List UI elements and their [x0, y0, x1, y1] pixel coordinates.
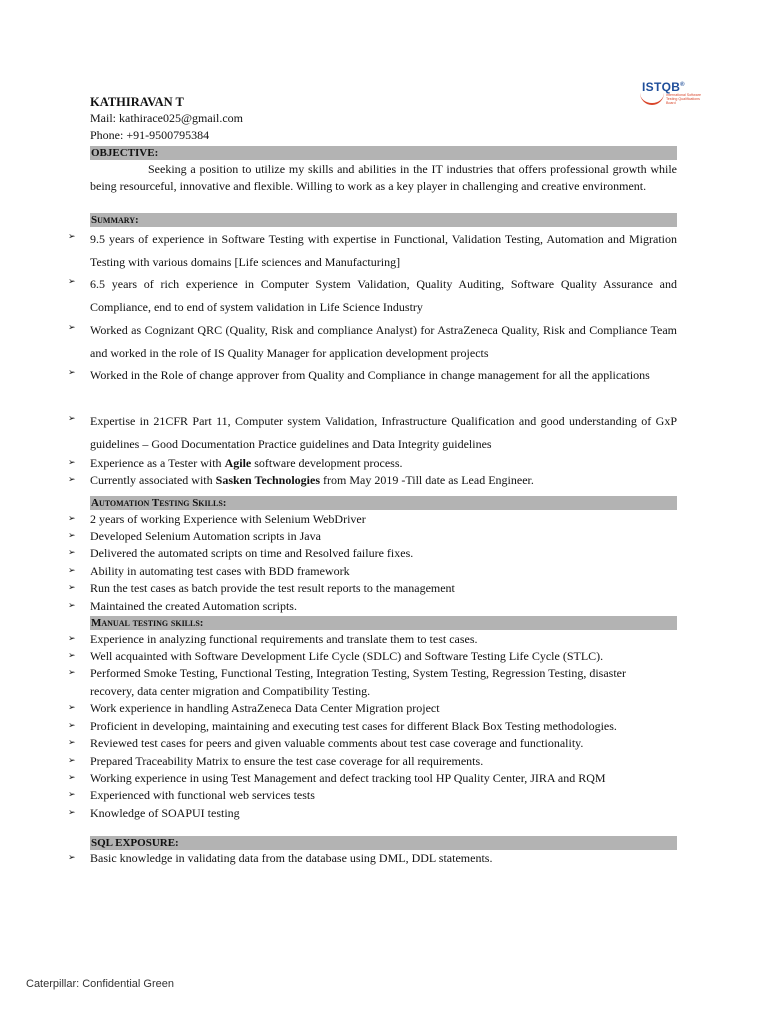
automation-heading: Automation Testing Skills: [90, 496, 677, 510]
arrowhead-bullet-icon: ➢ [68, 773, 76, 783]
arrowhead-bullet-icon: ➢ [68, 548, 76, 558]
arrowhead-bullet-icon: ➢ [68, 475, 76, 485]
arrowhead-bullet-icon: ➢ [68, 232, 76, 242]
arrowhead-bullet-icon: ➢ [68, 531, 76, 541]
manual-item: ➢ Reviewed test cases for peers and given valuable comments about test case coverage and functionality. [68, 735, 677, 753]
arrowhead-bullet-icon: ➢ [68, 738, 76, 748]
phone-line: Phone: +91-9500795384 [90, 128, 210, 142]
arrowhead-bullet-icon: ➢ [68, 668, 76, 678]
arrowhead-bullet-icon: ➢ [68, 414, 76, 424]
arrowhead-bullet-icon: ➢ [68, 634, 76, 644]
automation-item: ➢ Developed Selenium Automation scripts in Java [68, 528, 677, 546]
sql-heading: SQL EXPOSURE: [90, 836, 677, 850]
summary-item: ➢ 6.5 years of rich experience in Computer System Validation, Quality Auditing, Software Quality Assurance and Compliance, end to end of system validation in Life Science Industry [68, 273, 677, 319]
objective-heading: OBJECTIVE: [90, 146, 677, 160]
arrowhead-bullet-icon: ➢ [68, 703, 76, 713]
email-line: Mail: kathirace025@gmail.com [90, 111, 244, 125]
arrowhead-bullet-icon: ➢ [68, 651, 76, 661]
manual-heading: Manual testing skills: [90, 616, 677, 630]
manual-item: ➢ Experience in analyzing functional requirements and translate them to test cases. [68, 631, 677, 649]
summary-item: ➢ 9.5 years of experience in Software Testing with expertise in Functional, Validation Testing, Automation and Migration Testing with various domains [Life sciences and Manufacturing] [68, 228, 677, 274]
istqb-logo: ISTQB® International Software Testing Qualifications Board [642, 80, 701, 105]
arrowhead-bullet-icon: ➢ [68, 566, 76, 576]
manual-item: ➢ Knowledge of SOAPUI testing [68, 805, 677, 823]
manual-item: ➢ Experienced with functional web services tests [68, 787, 677, 805]
confidentiality-footer: Caterpillar: Confidential Green [26, 978, 174, 990]
manual-item: ➢ Well acquainted with Software Development Life Cycle (SDLC) and Software Testing Life Cycle (STLC). [68, 648, 677, 666]
summary-item-sasken: ➢ Currently associated with Sasken Technologies from May 2019 -Till date as Lead Engineer. [68, 472, 677, 490]
arrowhead-bullet-icon: ➢ [68, 721, 76, 731]
arrowhead-bullet-icon: ➢ [68, 808, 76, 818]
summary-item-agile: ➢ Experience as a Tester with Agile software development process. [68, 455, 677, 473]
logo-swoosh-icon [640, 93, 664, 105]
automation-item: ➢ Maintained the created Automation scripts. [68, 598, 677, 616]
summary-heading: Summary: [90, 213, 677, 227]
arrowhead-bullet-icon: ➢ [68, 583, 76, 593]
sql-item: ➢ Basic knowledge in validating data from the database using DML, DDL statements. [68, 850, 677, 868]
arrowhead-bullet-icon: ➢ [68, 756, 76, 766]
arrowhead-bullet-icon: ➢ [68, 277, 76, 287]
arrowhead-bullet-icon: ➢ [68, 458, 76, 468]
summary-item: ➢ Worked in the Role of change approver from Quality and Compliance in change management for all the applications [68, 364, 677, 387]
automation-item: ➢ Delivered the automated scripts on time and Resolved failure fixes. [68, 545, 677, 563]
arrowhead-bullet-icon: ➢ [68, 514, 76, 524]
automation-item: ➢ 2 years of working Experience with Selenium WebDriver [68, 511, 677, 529]
arrowhead-bullet-icon: ➢ [68, 368, 76, 378]
manual-item: ➢ Performed Smoke Testing, Functional Testing, Integration Testing, System Testing, Regression Testing, disaster recovery, data center migration and Compatibility Testing. [68, 666, 626, 698]
manual-item: ➢ Work experience in handling AstraZeneca Data Center Migration project [68, 700, 677, 718]
arrowhead-bullet-icon: ➢ [68, 790, 76, 800]
manual-item: ➢ Working experience in using Test Management and defect tracking tool HP Quality Center, JIRA and RQM [68, 770, 677, 788]
summary-item: ➢ Expertise in 21CFR Part 11, Computer system Validation, Infrastructure Qualification and good understanding of GxP guidelines – Good Documentation Practice guidelines and Data Integrity guidelines [68, 410, 677, 456]
automation-item: ➢ Run the test cases as batch provide the test result reports to the management [68, 580, 677, 598]
manual-item: ➢ Prepared Traceability Matrix to ensure the test case coverage for all requirements. [68, 753, 677, 771]
manual-item: ➢ Proficient in developing, maintaining and executing test cases for different Black Box Testing methodologies. [68, 718, 677, 736]
automation-item: ➢ Ability in automating test cases with BDD framework [68, 563, 677, 581]
arrowhead-bullet-icon: ➢ [68, 323, 76, 333]
candidate-name: KATHIRAVAN T [90, 95, 184, 109]
arrowhead-bullet-icon: ➢ [68, 601, 76, 611]
summary-item: ➢ Worked as Cognizant QRC (Quality, Risk and compliance Analyst) for AstraZeneca Quality, Risk and Compliance Team and worked in the role of IS Quality Manager for application development projects [68, 319, 677, 365]
objective-text: Seeking a position to utilize my skills and abilities in the IT industries that offers professional growth while being resourceful, innovative and flexible. Willing to work as a key player in challenging and creative environment. [90, 162, 677, 193]
arrowhead-bullet-icon: ➢ [68, 853, 76, 863]
